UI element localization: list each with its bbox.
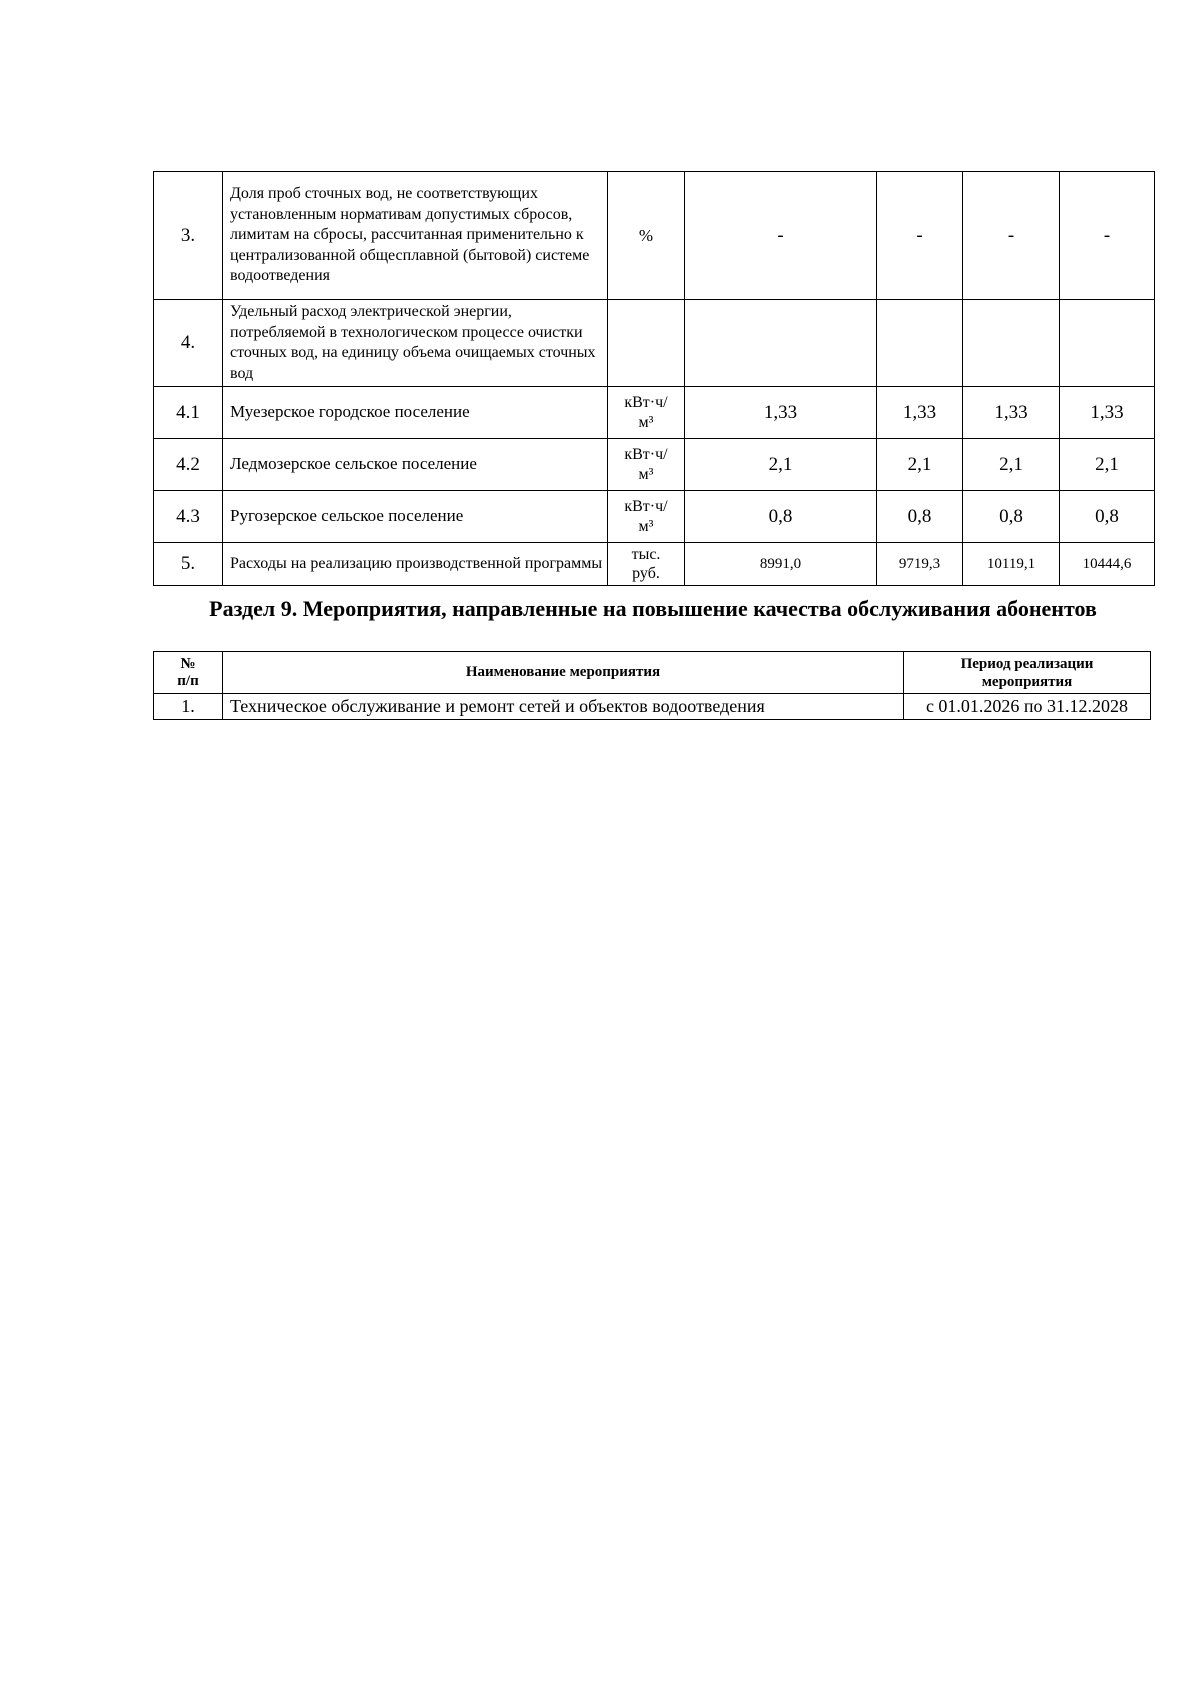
value-cell: 9719,3 <box>877 543 963 586</box>
table-row <box>154 387 1155 439</box>
indicator-name: Муезерское городское поселение <box>223 387 608 439</box>
table-header-row <box>154 652 1151 694</box>
unit-line: м³ <box>638 465 654 483</box>
value-cell: - <box>1060 172 1155 300</box>
header-line: мероприятия <box>981 673 1073 690</box>
row-number: 1. <box>154 694 223 720</box>
table-row <box>154 543 1155 586</box>
row-number: 4. <box>154 300 223 387</box>
value-cell: - <box>877 172 963 300</box>
value-cell: 0,8 <box>1060 491 1155 543</box>
value-cell: 10444,6 <box>1060 543 1155 586</box>
unit-line: тыс. <box>631 546 661 563</box>
value-cell: - <box>963 172 1060 300</box>
value-cell <box>1060 300 1155 387</box>
row-number: 4.1 <box>154 387 223 439</box>
table-row <box>154 491 1155 543</box>
column-header-number <box>154 652 223 694</box>
unit-line: руб. <box>632 565 660 582</box>
value-cell: 1,33 <box>877 387 963 439</box>
measure-period: с 01.01.2026 по 31.12.2028 <box>904 694 1151 720</box>
table-row <box>154 300 1155 387</box>
value-cell: 2,1 <box>877 439 963 491</box>
unit-cell <box>608 387 685 439</box>
row-number: 5. <box>154 543 223 586</box>
unit-cell: % <box>608 172 685 300</box>
section-heading: Раздел 9. Мероприятия, направленные на повышение качества обслуживания абонентов <box>209 596 1097 621</box>
value-cell: 1,33 <box>963 387 1060 439</box>
column-header-name: Наименование мероприятия <box>223 652 904 694</box>
indicator-name: Доля проб сточных вод, не соответствующих установленным нормативам допустимых сбросов, лимитам на сбросы, рассчитанная применительно к централизованной общесплавной (бытовой) системе водоотведения <box>223 172 608 300</box>
row-number: 3. <box>154 172 223 300</box>
header-line: № <box>180 655 196 672</box>
header-line: Период реализации <box>960 655 1094 672</box>
table-row <box>154 172 1155 300</box>
indicator-name: Расходы на реализацию производственной программы <box>223 543 608 586</box>
value-cell: - <box>685 172 877 300</box>
value-cell: 2,1 <box>963 439 1060 491</box>
indicator-name: Ледмозерское сельское поселение <box>223 439 608 491</box>
value-cell: 0,8 <box>877 491 963 543</box>
indicator-name: Удельный расход электрической энергии, потребляемой в технологическом процессе очистки сточных вод, на единицу объема очищаемых сточных вод <box>223 300 608 387</box>
row-number: 4.3 <box>154 491 223 543</box>
table-row <box>154 694 1151 720</box>
measures-table <box>153 651 1151 720</box>
value-cell: 0,8 <box>685 491 877 543</box>
unit-cell <box>608 300 685 387</box>
value-cell: 2,1 <box>1060 439 1155 491</box>
measure-name: Техническое обслуживание и ремонт сетей и объектов водоотведения <box>223 694 904 720</box>
value-cell: 8991,0 <box>685 543 877 586</box>
unit-line: кВт·ч/ <box>624 445 668 463</box>
value-cell: 10119,1 <box>963 543 1060 586</box>
unit-line: кВт·ч/ <box>624 393 668 411</box>
indicators-table <box>153 171 1155 586</box>
value-cell: 1,33 <box>685 387 877 439</box>
value-cell <box>685 300 877 387</box>
value-cell <box>963 300 1060 387</box>
value-cell: 1,33 <box>1060 387 1155 439</box>
value-cell: 2,1 <box>685 439 877 491</box>
unit-cell <box>608 543 685 586</box>
unit-cell <box>608 439 685 491</box>
unit-line: м³ <box>638 517 654 535</box>
value-cell <box>877 300 963 387</box>
unit-cell <box>608 491 685 543</box>
unit-line: кВт·ч/ <box>624 497 668 515</box>
table-row <box>154 439 1155 491</box>
indicator-name: Ругозерское сельское поселение <box>223 491 608 543</box>
unit-line: м³ <box>638 413 654 431</box>
value-cell: 0,8 <box>963 491 1060 543</box>
header-line: п/п <box>177 672 199 689</box>
row-number: 4.2 <box>154 439 223 491</box>
column-header-period <box>904 652 1151 694</box>
